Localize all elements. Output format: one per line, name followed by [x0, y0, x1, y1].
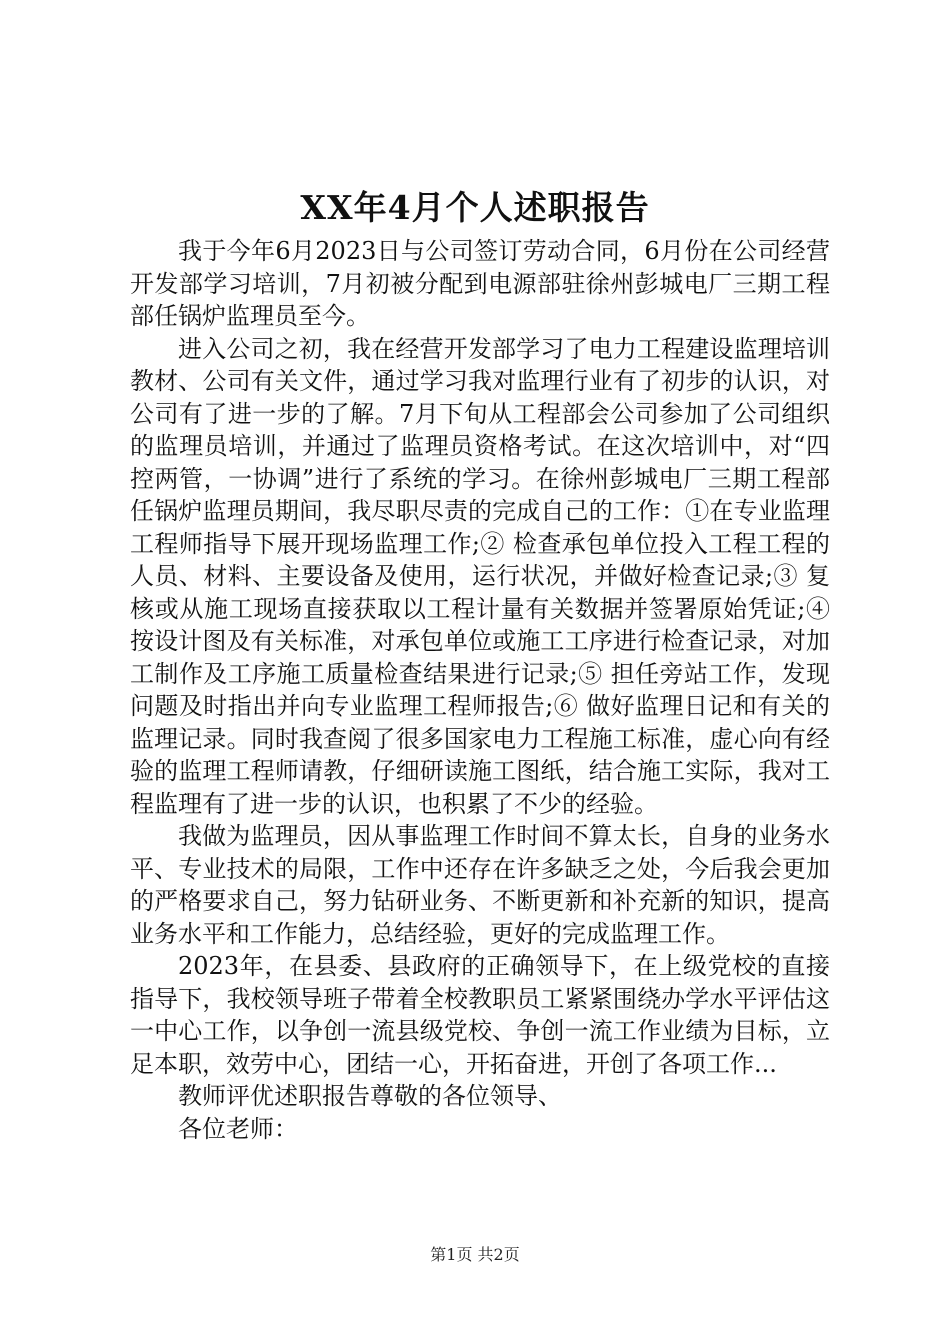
document-body [130, 235, 830, 1145]
paragraph-5: 教师评优述职报告尊敬的各位领导、 [178, 1082, 562, 1110]
paragraph-3: 我做为监理员，因从事监理工作时间不算太长，自身的业务水平、专业技术的局限，工作中还存在许多缺乏之处，今后我会更加的严格要求自己，努力钻研业务、不断更新和补充新的知识，提高业务水平和工作能力，总结经验，更好的完成监理工作。 [130, 822, 830, 948]
page-number-footer: 第1页 共2页 [430, 1245, 520, 1264]
document-title: XX年4月个人述职报告 [300, 188, 650, 227]
paragraph-2: 进入公司之初，我在经营开发部学习了电力工程建设监理培训教材、公司有关文件，通过学习我对监理行业有了初步的认识，对公司有了进一步的了解。7月下旬从工程部会公司参加了公司组织的监理员培训，并通过了监理员资格考试。在这次培训中，对“四控两管，一协调”进行了系统的学习。在徐州彭城电厂三期工程部任锅炉监理员期间，我尽职尽责的完成自己的工作：①在专业监理工程师指导下展开现场监理工作;② 检查承包单位投入工程工程的人员、材料、主要设备及使用，运行状况，并做好检查记录;③ 复核或从施工现场直接获取以工程计量有关数据并签署原始凭证;④ 按设计图及有关标准，对承包单位或施工工序进行检查记录，对加工制作及工序施工质量检查结果进行记录;⑤ 担任旁站工作，发现问题及时指出并向专业监理工程师报告;⑥ 做好监理日记和有关的监理记录。同时我查阅了很多国家电力工程施工标准，虚心向有经验的监理工程师请教，仔细研读施工图纸，结合施工实际，我对工程监理有了进一步的认识，也积累了不少的经验。 [130, 334, 830, 818]
paragraph-6: 各位老师： [178, 1114, 298, 1143]
paragraph-1: 我于今年6月2023日与公司签订劳动合同，6月份在公司经营开发部学习培训，7月初被分配到电源部驻徐州彭城电厂三期工程部任锅炉监理员至今。 [130, 237, 830, 330]
paragraph-4: 2023年，在县委、县政府的正确领导下，在上级党校的直接指导下，我校领导班子带着全校教职员工紧紧围绕办学水平评估这一中心工作，以争创一流县级党校、争创一流工作业绩为目标，立足本职，效劳中心，团结一心，开拓奋进，开创了各项工作... [130, 952, 830, 1078]
